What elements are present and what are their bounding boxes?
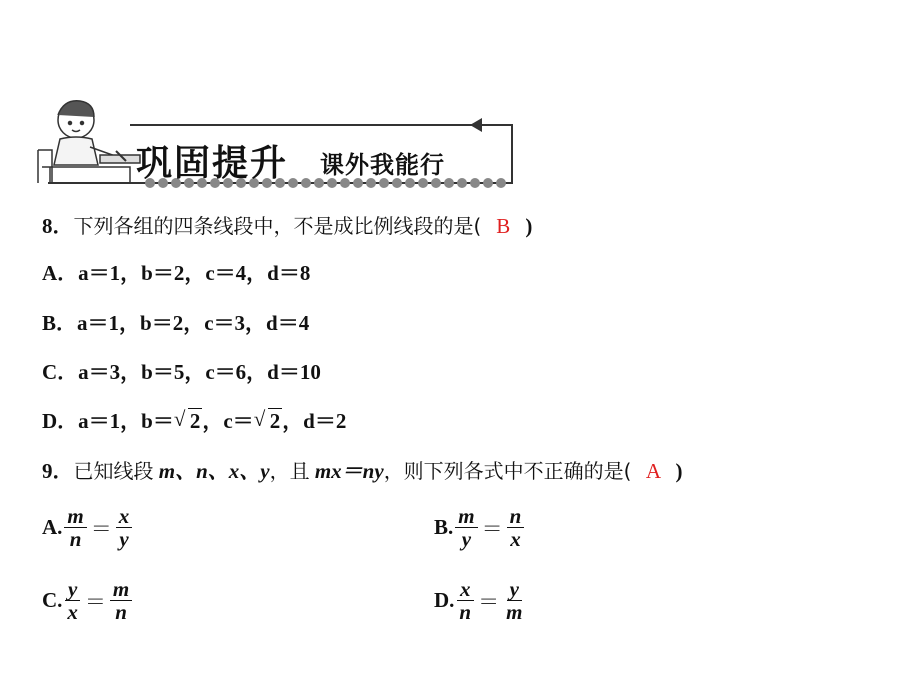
equals-sign: ＝ [90, 516, 112, 541]
option-text-pre: a＝1，b＝ [78, 409, 174, 433]
fraction-right: $\frac{n}{x}$ [507, 505, 525, 550]
question-number: 9． [42, 459, 74, 483]
option-a [42, 257, 310, 287]
sqrt-radicand: 2 [189, 409, 201, 433]
option-d [42, 405, 346, 435]
option-c [42, 578, 134, 623]
equals-sign: ＝ [481, 516, 503, 541]
close-paren: ) [525, 214, 533, 238]
option-label: D. [434, 588, 455, 612]
option-b [434, 505, 526, 550]
fraction-right: $\frac{y}{m}$ [506, 577, 523, 624]
sqrt-expression: √ 2 [173, 407, 201, 433]
question-8 [42, 210, 532, 240]
question-stem-b: ，且 [269, 459, 310, 483]
option-label: D． [42, 409, 79, 433]
option-label: A． [42, 261, 79, 285]
option-a [42, 505, 134, 550]
fraction-left: $\frac{y}{x}$ [64, 578, 81, 623]
section-subtitle: 课外我能行 [320, 151, 445, 179]
option-text: a＝3，b＝5，c＝6，d＝10 [78, 360, 321, 384]
option-c [42, 356, 321, 386]
student-writing-illustration [38, 101, 140, 183]
variables: m、n、x、y [158, 459, 270, 483]
question-stem-a: 已知线段 [73, 459, 154, 483]
question-stem: 下列各组的四条线段中，不是成比例线段的是( [73, 214, 482, 238]
option-text: a＝1，b＝2，c＝4，d＝8 [78, 261, 311, 285]
option-text-post: ，d＝2 [282, 409, 347, 433]
option-label: A. [42, 515, 63, 539]
option-d [434, 578, 527, 623]
option-label: C. [42, 588, 63, 612]
section-header [30, 95, 520, 190]
option-label: B. [434, 515, 454, 539]
question-stem-c: ，则下列各式中不正确的是( [383, 459, 632, 483]
fraction-right: $\frac{x}{y}$ [116, 505, 133, 550]
equals-sign: ＝ [478, 589, 500, 614]
equals-sign: ＝ [84, 589, 106, 614]
option-b [42, 307, 309, 337]
fraction-right: $\frac{m}{n}$ [110, 578, 132, 623]
sqrt-expression: √ 2 [253, 407, 281, 433]
sqrt-radicand: 2 [269, 409, 281, 433]
option-label: C． [42, 360, 79, 384]
answer-mark: A [645, 459, 662, 483]
section-title: 巩固提升 [136, 143, 289, 184]
fraction-left: $\frac{m}{y}$ [455, 505, 477, 550]
fraction-left: $\frac{m}{n}$ [64, 505, 86, 550]
close-paren: ) [675, 459, 683, 483]
option-text-mid: ，c＝ [202, 409, 254, 433]
condition: mx＝ny [314, 459, 384, 483]
fraction-left: $\frac{x}{n}$ [456, 578, 474, 623]
option-text: a＝1，b＝2，c＝3，d＝4 [77, 311, 310, 335]
option-label: B． [42, 311, 78, 335]
question-number: 8． [42, 214, 74, 238]
question-9 [42, 455, 683, 485]
answer-mark: B [496, 214, 511, 238]
